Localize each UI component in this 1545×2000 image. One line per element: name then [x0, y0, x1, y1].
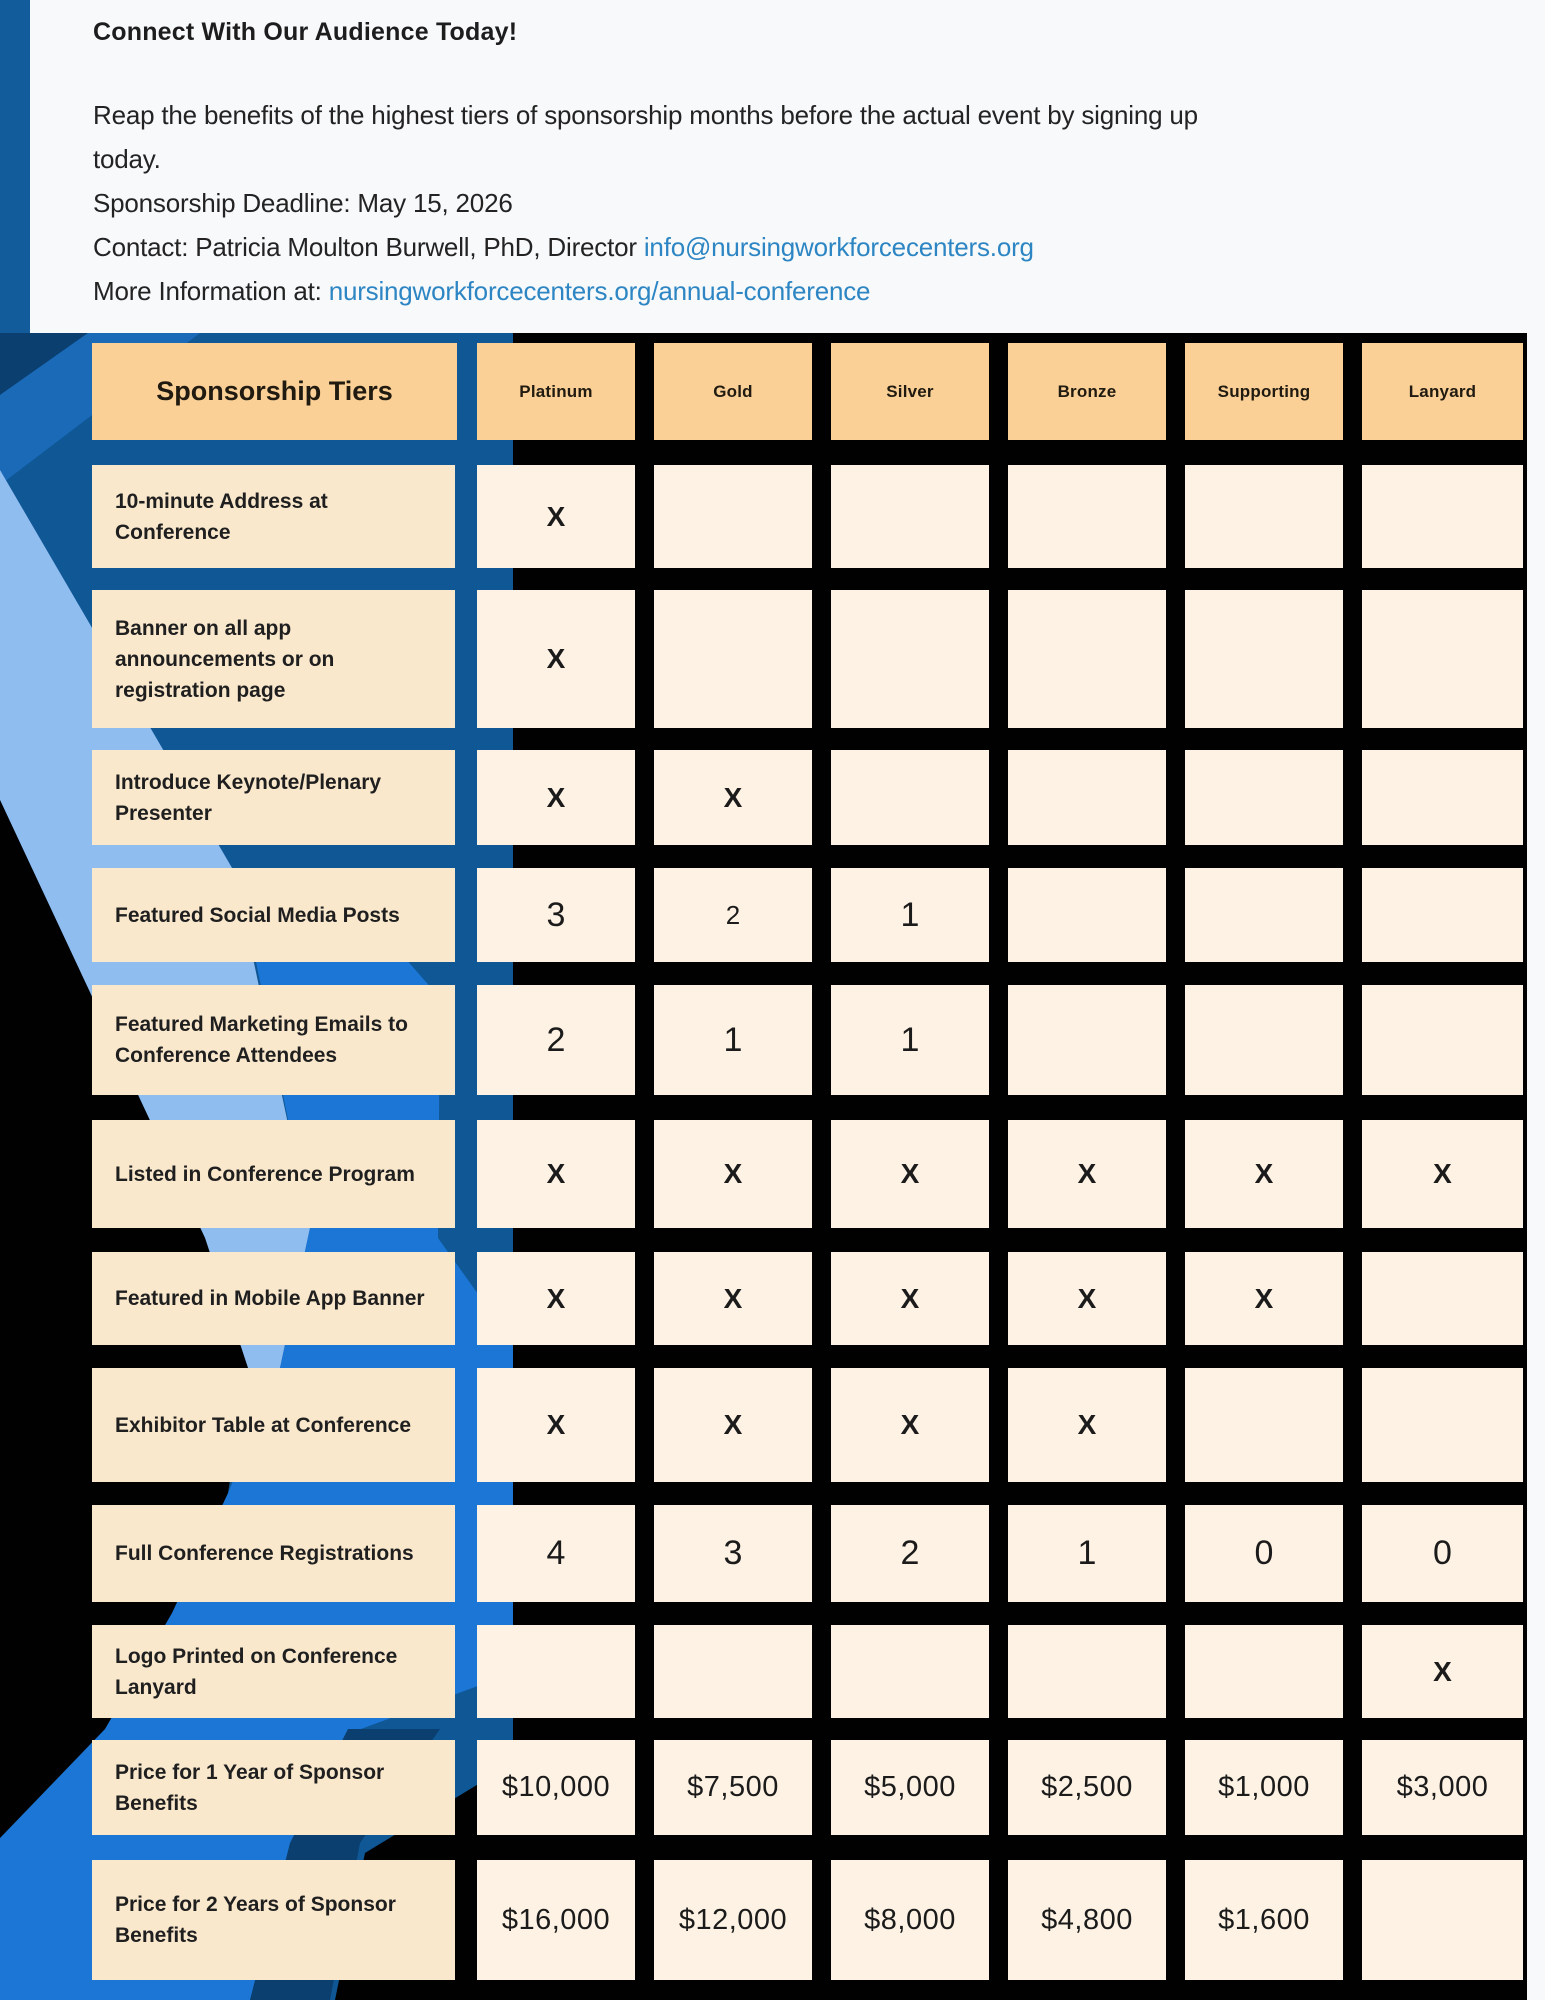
row-label: [92, 1740, 455, 1835]
row-label: [92, 750, 455, 845]
tier-cell-text: $1,600: [1218, 1903, 1310, 1936]
row-label-text: Listed in Conference Program: [115, 1162, 415, 1186]
tier-header-supporting: [1185, 343, 1343, 440]
tier-header-platinum: [477, 343, 635, 440]
tier-cell: [654, 985, 812, 1095]
row-label-text: Price for 1 Year of Sponsor Benefits: [115, 1760, 385, 1815]
tier-cell: [831, 1860, 989, 1980]
tier-cell-text: $16,000: [501, 1903, 611, 1936]
tier-cell-text: 4: [546, 1534, 566, 1572]
tier-cell: [477, 1252, 635, 1345]
tier-cell-text: $12,000: [678, 1903, 788, 1936]
row-label-text: Logo Printed on Conference Lanyard: [115, 1644, 398, 1699]
tier-cell: [477, 1505, 635, 1602]
tier-cell: [477, 1625, 635, 1718]
tier-cell-text: 3: [546, 895, 566, 934]
tier-cell: [1185, 465, 1343, 568]
tier-cell-text: X: [900, 1409, 920, 1440]
tier-cell-text: 0: [1254, 1534, 1274, 1572]
tier-cell: [1362, 1860, 1523, 1980]
tier-cell: [1362, 1252, 1523, 1345]
tier-cell: [1185, 1860, 1343, 1980]
tier-cell-text: 0: [1433, 1534, 1452, 1572]
row-label-text: Featured Social Media Posts: [115, 903, 400, 927]
tier-cell-text: $3,000: [1396, 1771, 1489, 1803]
tier-header-bronze: [1008, 343, 1166, 440]
tier-cell: [831, 750, 989, 845]
tier-cell-text: X: [723, 1409, 743, 1440]
tier-cell: [477, 985, 635, 1095]
tier-cell: [1008, 1252, 1166, 1345]
tier-cell: [1008, 590, 1166, 728]
tier-cell: [477, 1120, 635, 1228]
row-label-text: Price for 2 Years of Sponsor Benefits: [115, 1893, 396, 1947]
tier-cell: [1008, 868, 1166, 962]
tier-header-bronze-text: Bronze: [1057, 381, 1117, 401]
tier-cell: [654, 1625, 812, 1718]
tier-cell: [1185, 750, 1343, 845]
tier-cell-text: $8,000: [864, 1903, 956, 1936]
tier-cell-text: 1: [900, 895, 920, 934]
tier-cell: [1185, 590, 1343, 728]
table-corner-header: [92, 343, 457, 440]
row-label-text: Exhibitor Table at Conference: [115, 1413, 411, 1437]
tier-cell: [654, 1860, 812, 1980]
intro-paragraph: Reap the benefits of the highest tiers of sponsorship months before the actual event by signing up today.: [93, 100, 1198, 174]
tier-cell: [1185, 1252, 1343, 1345]
tier-cell-text: X: [723, 1282, 743, 1314]
tier-cell-text: X: [1077, 1282, 1097, 1314]
tier-cell-text: $7,500: [687, 1771, 779, 1803]
tier-header-silver: [831, 343, 989, 440]
row-label: [92, 985, 455, 1095]
more-info-link[interactable]: nursingworkforcecenters.org/annual-conference: [328, 276, 871, 306]
tier-cell: [1362, 465, 1523, 568]
tier-cell-text: $4,800: [1041, 1903, 1133, 1936]
tier-header-platinum-text: Platinum: [519, 381, 593, 401]
tier-cell: [831, 1740, 989, 1835]
tier-cell-text: X: [546, 1158, 566, 1189]
tier-cell-text: X: [1433, 1158, 1452, 1189]
tier-cell: [1008, 1860, 1166, 1980]
tier-cell: [1185, 1740, 1343, 1835]
tier-cell-text: 1: [900, 1020, 920, 1059]
tier-cell: [1362, 750, 1523, 845]
row-label: [92, 1120, 455, 1228]
tier-cell: [1362, 1120, 1523, 1228]
tier-cell: [654, 750, 812, 845]
row-label: [92, 1252, 455, 1345]
tier-cell: [1362, 1368, 1523, 1482]
tier-cell: [1185, 1368, 1343, 1482]
tier-cell-text: X: [1077, 1158, 1097, 1189]
tier-cell: [1362, 985, 1523, 1095]
tier-cell: [654, 1120, 812, 1228]
tier-cell: [654, 1740, 812, 1835]
tier-header-gold: [654, 343, 812, 440]
contact-line: [93, 225, 1273, 269]
tier-cell: [1362, 590, 1523, 728]
tier-cell-text: $2,500: [1041, 1771, 1133, 1803]
tier-cell: [1362, 1740, 1523, 1835]
more-info-line: [93, 269, 1273, 313]
tier-cell: [477, 1860, 635, 1980]
row-label-text: Featured in Mobile App Banner: [115, 1287, 425, 1310]
page-title: Connect With Our Audience Today!: [93, 18, 518, 46]
tier-cell: [1008, 1625, 1166, 1718]
row-label: [92, 1368, 455, 1482]
deadline-text: Sponsorship Deadline: May 15, 2026: [93, 188, 513, 218]
tier-cell-text: $10,000: [501, 1771, 611, 1803]
tier-cell: [1008, 1505, 1166, 1602]
row-label-text: Introduce Keynote/Plenary Presenter: [115, 770, 382, 825]
tier-cell: [831, 590, 989, 728]
tier-cell-text: X: [1077, 1409, 1097, 1440]
tier-cell: [654, 1368, 812, 1482]
intro-section: [93, 18, 1273, 313]
tier-cell: [654, 1505, 812, 1602]
tier-cell: [477, 1368, 635, 1482]
tier-cell: [1185, 985, 1343, 1095]
contact-label: Contact: Patricia Moulton Burwell, PhD, Director: [93, 232, 644, 262]
row-label: [92, 1505, 455, 1602]
more-info-label: More Information at:: [93, 276, 329, 306]
tier-cell-text: X: [546, 500, 566, 532]
row-label: [92, 590, 455, 728]
tier-cell-text: X: [723, 1158, 743, 1189]
tier-cell: [1185, 1505, 1343, 1602]
tier-cell-text: X: [1254, 1282, 1274, 1314]
row-label: [92, 1860, 455, 1980]
tier-cell: [831, 1505, 989, 1602]
row-label-text: Full Conference Registrations: [115, 1542, 414, 1565]
tier-cell: [1008, 1120, 1166, 1228]
table-corner-header-text: Sponsorship Tiers: [156, 376, 393, 406]
tier-cell-text: 2: [725, 899, 741, 930]
tier-cell-text: 1: [1077, 1534, 1097, 1572]
tier-cell: [1362, 1505, 1523, 1602]
tier-cell-text: X: [900, 1158, 920, 1189]
tier-cell: [477, 868, 635, 962]
tier-cell: [477, 465, 635, 568]
row-label-text: Featured Marketing Emails to Conference Attendees: [115, 1013, 408, 1067]
tier-cell: [1008, 750, 1166, 845]
tier-cell: [1362, 1625, 1523, 1718]
tier-cell-text: X: [546, 1409, 566, 1440]
tier-cell-text: X: [546, 1282, 566, 1314]
tier-cell: [831, 1368, 989, 1482]
row-label: [92, 1625, 455, 1718]
tier-header-lanyard: [1362, 343, 1523, 440]
sponsorship-table: [0, 333, 1545, 2000]
tier-cell: [831, 868, 989, 962]
row-label-text: 10-minute Address at Conference: [115, 489, 328, 544]
row-label-text: Banner on all app announcements or on registration page: [115, 616, 335, 702]
tier-cell: [477, 590, 635, 728]
tier-cell: [1185, 1120, 1343, 1228]
tier-cell-text: 3: [723, 1534, 743, 1572]
tier-cell: [831, 985, 989, 1095]
tier-cell-text: $5,000: [864, 1771, 956, 1803]
tier-cell: [1185, 1625, 1343, 1718]
tier-cell: [654, 868, 812, 962]
left-accent-bar: [0, 0, 30, 338]
tier-cell: [831, 1625, 989, 1718]
tier-cell: [1008, 1740, 1166, 1835]
row-label: [92, 868, 455, 962]
tier-cell-text: 2: [900, 1534, 920, 1572]
tier-cell: [1008, 985, 1166, 1095]
tier-cell: [477, 750, 635, 845]
row-label: [92, 465, 455, 568]
tier-cell-text: 1: [723, 1020, 743, 1059]
tier-header-lanyard-text: Lanyard: [1408, 381, 1477, 401]
tier-cell: [1008, 465, 1166, 568]
tier-cell: [654, 465, 812, 568]
tier-cell: [1185, 868, 1343, 962]
tier-cell-text: 2: [546, 1020, 566, 1059]
tier-cell-text: X: [1254, 1158, 1274, 1189]
tier-cell: [831, 1120, 989, 1228]
tier-cell: [831, 465, 989, 568]
tier-cell-text: X: [900, 1282, 920, 1314]
tier-cell-text: X: [723, 781, 743, 813]
tier-cell-text: $1,000: [1218, 1771, 1310, 1803]
tier-header-supporting-text: Supporting: [1217, 381, 1311, 401]
tier-cell: [1362, 868, 1523, 962]
tier-cell: [1008, 1368, 1166, 1482]
tier-header-gold-text: Gold: [713, 381, 753, 401]
tier-cell-text: X: [546, 643, 566, 674]
tier-cell-text: X: [1433, 1655, 1452, 1687]
tier-cell-text: X: [546, 781, 566, 813]
tier-header-silver-text: Silver: [886, 381, 934, 401]
tier-cell: [477, 1740, 635, 1835]
contact-email-link[interactable]: info@nursingworkforcecenters.org: [643, 232, 1034, 262]
tier-cell: [831, 1252, 989, 1345]
tier-cell: [654, 1252, 812, 1345]
tier-cell: [654, 590, 812, 728]
